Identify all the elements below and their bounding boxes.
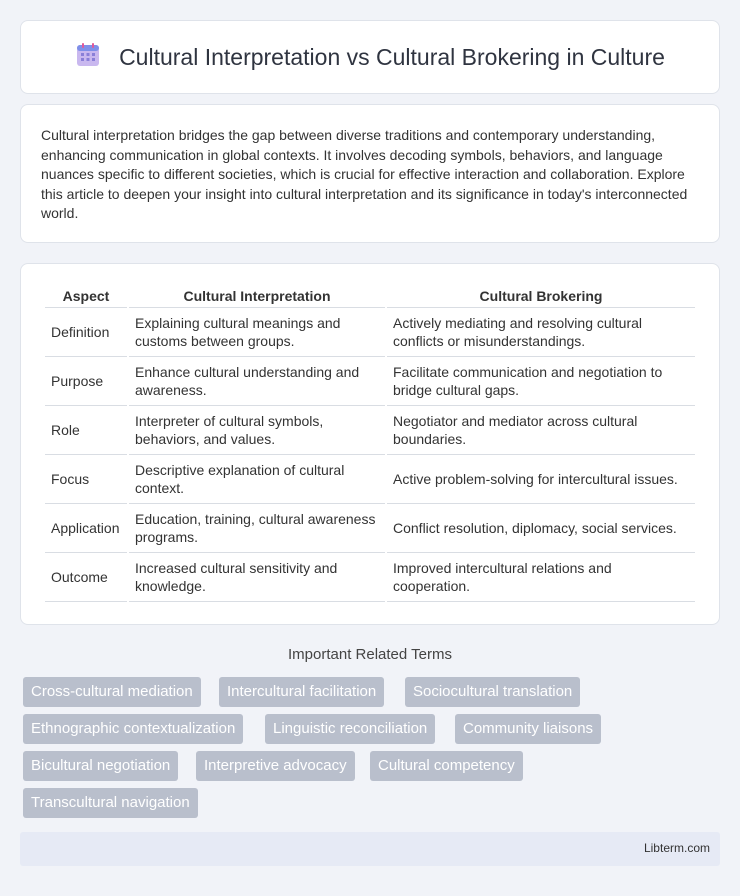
row-brokering: Improved intercultural relations and cooperation. <box>387 553 695 602</box>
row-interpretation: Enhance cultural understanding and awareness. <box>129 357 385 406</box>
comparison-table <box>43 284 697 602</box>
row-brokering: Actively mediating and resolving cultural conflicts or misunderstandings. <box>387 308 695 357</box>
intro-text: Cultural interpretation bridges the gap between diverse traditions and contemporary understanding, enhancing communication in global contexts. It involves decoding symbols, behaviors, and language nuances specific to different societies, which is crucial for effective interaction and collaboration. Explore this article to deepen your insight into cultural interpretation and its significance in today's interconnected world. <box>41 127 688 221</box>
column-header-aspect: Aspect <box>45 284 127 308</box>
calendar-icon <box>75 42 101 73</box>
row-brokering: Negotiator and mediator across cultural boundaries. <box>387 406 695 455</box>
table-row <box>45 504 695 553</box>
row-aspect: Role <box>45 406 127 455</box>
table-row <box>45 308 695 357</box>
table-row <box>45 406 695 455</box>
comparison-table-card <box>20 263 720 625</box>
footer <box>20 832 720 866</box>
related-term-tag[interactable]: Cultural competency <box>370 751 523 781</box>
related-term-tag[interactable]: Community liaisons <box>455 714 601 744</box>
related-term-tag[interactable]: Intercultural facilitation <box>219 677 384 707</box>
header <box>75 42 665 73</box>
row-interpretation: Descriptive explanation of cultural context. <box>129 455 385 504</box>
row-interpretation: Interpreter of cultural symbols, behaviors, and values. <box>129 406 385 455</box>
related-term-tag[interactable]: Bicultural negotiation <box>23 751 178 781</box>
table-header-row <box>45 284 695 308</box>
column-header-brokering: Cultural Brokering <box>387 284 695 308</box>
row-brokering: Facilitate communication and negotiation to bridge cultural gaps. <box>387 357 695 406</box>
table-row <box>45 455 695 504</box>
related-term-tag[interactable]: Ethnographic contextualization <box>23 714 243 744</box>
row-aspect: Outcome <box>45 553 127 602</box>
footer-site-link[interactable]: Libterm.com <box>643 841 710 855</box>
intro-card <box>20 104 720 243</box>
table-row <box>45 357 695 406</box>
related-terms-title: Important Related Terms <box>288 646 452 663</box>
row-aspect: Application <box>45 504 127 553</box>
header-card <box>20 20 720 94</box>
related-term-tag[interactable]: Cross-cultural mediation <box>23 677 201 707</box>
related-term-tag[interactable]: Interpretive advocacy <box>196 751 355 781</box>
row-aspect: Focus <box>45 455 127 504</box>
related-term-tag[interactable]: Linguistic reconciliation <box>265 714 435 744</box>
row-interpretation: Increased cultural sensitivity and knowledge. <box>129 553 385 602</box>
row-interpretation: Explaining cultural meanings and customs between groups. <box>129 308 385 357</box>
column-header-interpretation: Cultural Interpretation <box>129 284 385 308</box>
row-aspect: Definition <box>45 308 127 357</box>
row-brokering: Conflict resolution, diplomacy, social services. <box>387 504 695 553</box>
related-term-tag[interactable]: Sociocultural translation <box>405 677 580 707</box>
row-aspect: Purpose <box>45 357 127 406</box>
row-brokering: Active problem-solving for intercultural issues. <box>387 455 695 504</box>
related-term-tag[interactable]: Transcultural navigation <box>23 788 198 818</box>
row-interpretation: Education, training, cultural awareness programs. <box>129 504 385 553</box>
table-row <box>45 553 695 602</box>
page-title: Cultural Interpretation vs Cultural Brokering in Culture <box>119 43 665 70</box>
